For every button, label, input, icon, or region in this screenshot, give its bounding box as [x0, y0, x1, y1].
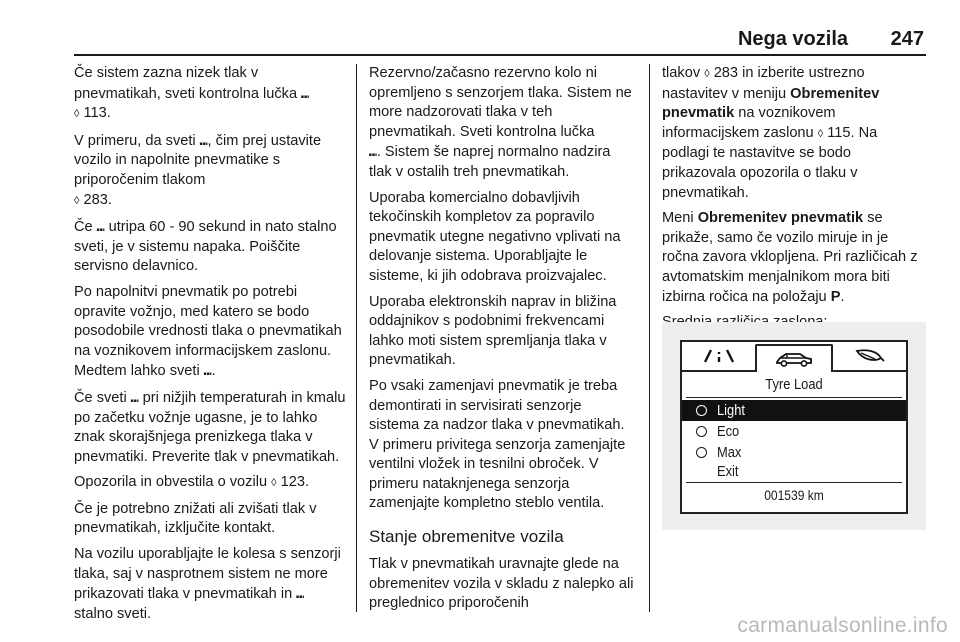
tpms-warning-icon: ⑉	[130, 389, 139, 405]
driver-info-display	[680, 340, 908, 514]
menu-option-light[interactable]: Light	[682, 400, 906, 421]
header-rule	[74, 54, 926, 56]
page-reference-icon: ◊	[704, 68, 710, 80]
display-title: Tyre Load	[765, 376, 823, 393]
page-reference-icon: ◊	[271, 477, 277, 490]
paragraph: Uporaba komercialno dobavljivih tekočinskih kompletov za popravilo pnevmatik utegne negativno vplivati na delovanje sistema. Uporabljajte le sisteme, ki jih odobrava proizvajalec.	[369, 189, 621, 284]
paragraph: Po vsaki zamenjavi pnevmatik je treba demontirati in servisirati senzorje sistema za nadzor tlaka v pnevmatikah. V primeru privitega senzorja zamenjajte ventilni vložek in tesnilni obroček. V primeru nataknjenega senzorja zamenjajte kompletno steblo ventila.	[369, 377, 626, 512]
paragraph: tlakov ◊ 283 in izberite ustrezno nastavitev v meniju Obremenitev pnevmatik na voznikovem informacijskem zaslonu ◊ 115. Na podlagi te nastavitve se bodo prikazovala opozorila o tlaku v pnevmatikah.	[662, 65, 880, 201]
display-divider	[686, 482, 902, 483]
paragraph: Opozorila in obvestila o vozilu ◊ 123.	[74, 474, 310, 491]
car-icon	[755, 344, 832, 372]
gear-position: P	[830, 288, 841, 305]
radio-icon	[696, 405, 707, 416]
page-reference-icon: ◊	[74, 194, 80, 207]
display-divider	[686, 397, 902, 398]
paragraph: Rezervno/začasno rezervno kolo ni opremljeno s senzorjem tlaka. Sistem ne more nadzorovati tlaka v teh pnevmatikah. Sveti kontrolna lučka ⑉. Sistem še naprej normalno nadzira tlak v ostalih treh pnevmatikah.	[369, 65, 632, 180]
menu-name: Obremenitev pnevmatik	[697, 210, 864, 227]
section-heading: Stanje obremenitve vozila	[369, 527, 564, 547]
section-title: Nega vozila	[737, 28, 848, 50]
menu-option-exit[interactable]: Exit	[717, 463, 739, 480]
paragraph: Če sistem zazna nizek tlak v pnevmatikah, sveti kontrolna lučka ⑉ ◊ 113.	[74, 65, 309, 122]
tpms-warning-icon: ⑉	[301, 85, 309, 101]
fuel-eco-leaf-icon	[833, 342, 906, 372]
paragraph: Če sveti ⑉ pri nižjih temperaturah in kmalu po začetku vožnje ugasne, je to lahko znak skorajšnjega prenizkega tlaka v pnevmatiki. Preverite tlak v pnevmatikah.	[74, 389, 346, 465]
display-illustration	[662, 322, 926, 530]
radio-icon	[696, 426, 707, 437]
road-icon	[682, 342, 755, 372]
page-reference-icon: ◊	[817, 127, 824, 140]
paragraph: Meni Obremenitev pnevmatik se prikaže, samo če vozilo miruje in je ročna zavora vklopljena. Pri različicah z avtomatskim menjalnikom mora biti izbirna ročica na položaju P.	[662, 210, 918, 305]
menu-option-max[interactable]: Max	[682, 442, 906, 463]
column-divider-2	[649, 64, 650, 612]
page-header	[0, 0, 960, 58]
radio-icon	[696, 447, 707, 458]
paragraph: Po napolnitvi pnevmatik po potrebi opravite vožnjo, med katero se bodo posodobile vrednosti tlaka o pnevmatikah na voznikovem informacijskem zaslonu. Medtem lahko sveti ⑉.	[74, 283, 342, 380]
page-reference[interactable]: 123.	[280, 474, 310, 491]
tpms-warning-icon: ⑉	[96, 219, 105, 235]
column-divider-1	[356, 64, 357, 612]
paragraph: Uporaba elektronskih naprav in bližina oddajnikov s podobnimi frekvencami lahko moti sistem spremljanja tlaka v pnevmatikah.	[369, 293, 617, 369]
paragraph: Če ⑉ utripa 60 - 90 sekund in nato stalno sveti, je v sistemu napaka. Poiščite servisno delavnico.	[74, 219, 337, 275]
text-column-2	[369, 64, 635, 620]
odometer-readout: 001539 km	[764, 487, 824, 503]
tpms-warning-icon: ⑉	[296, 586, 305, 602]
paragraph: Na vozilu uporabljajte le kolesa s senzorji tlaka, saj v nasprotnem sistem ne more prikazovati tlaka v pnevmatikah in ⑉ stalno sveti.	[74, 546, 341, 622]
tpms-warning-icon: ⑉	[369, 144, 377, 160]
menu-option-eco[interactable]: Eco	[682, 421, 906, 442]
paragraph: V primeru, da sveti ⑉, čim prej ustavite vozilo in napolnite pnevmatike s priporočenim tlakom ◊ 283.	[74, 132, 322, 208]
text-column-3	[662, 64, 928, 339]
text-column-1	[74, 64, 346, 630]
page-number: 247	[890, 28, 924, 50]
display-tabs	[682, 342, 906, 372]
page-reference[interactable]: 283.	[83, 191, 112, 208]
paragraph: Tlak v pnevmatikah uravnajte glede na obremenitev vozila v skladu z nalepko ali preglednico priporočenih	[369, 556, 634, 612]
menu-name: Obremenitev pnevmatik	[662, 85, 880, 122]
paragraph: Če je potrebno znižati ali zvišati tlak v pnevmatikah, izključite kontakt.	[74, 500, 317, 537]
page-reference[interactable]: 113.	[83, 105, 111, 122]
tpms-warning-icon: ⑉	[199, 132, 208, 148]
tpms-warning-icon: ⑉	[203, 363, 212, 379]
watermark: carmanualsonline.info	[737, 614, 948, 637]
page-reference-icon: ◊	[74, 108, 80, 121]
